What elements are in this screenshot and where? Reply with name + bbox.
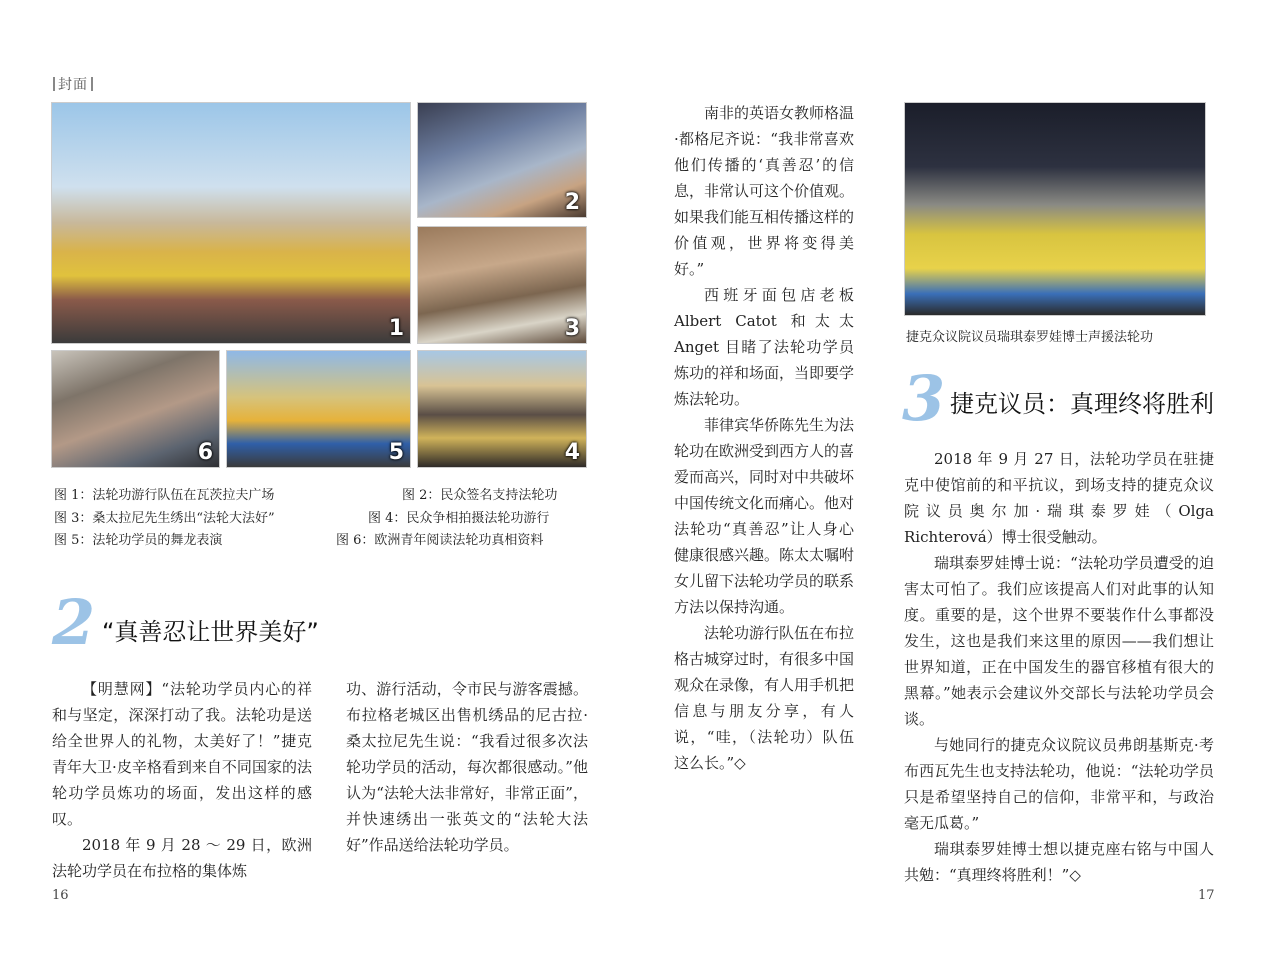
- paragraph: 瑞琪泰罗娃博士说：“法轮功学员遭受的迫害太可怕了。我们应该提高人们对此事的认知度。重要的是，这个世界不要装作什么事都没发生，这也是我们来这里的原因——我们想让世界知道，正在中国发生的器官移植有很大的黑幕。”她表示会建议外交部长与法轮功学员会谈。: [904, 554, 1214, 728]
- photo-signing: [417, 102, 587, 218]
- article-column-1: [52, 676, 312, 884]
- section-tag: 封面: [50, 74, 96, 94]
- caption-4: 图 4：民众争相拍摄法轮功游行: [368, 511, 550, 526]
- caption-6: 图 6：欧洲青年阅读法轮功真相资料: [336, 533, 544, 548]
- section-title: 捷克议员：真理终将胜利: [950, 390, 1214, 418]
- paragraph: 西班牙面包店老板 Albert Catot 和太太 Anget 目睹了法轮功学员炼功的祥和场面，当即要学炼法轮功。: [674, 286, 855, 408]
- paragraph: 2018 年 9 月 27 日，法轮功学员在驻捷克中使馆前的和平抗议，到场支持的捷克众议院议员奥尔加·瑞琪泰罗娃（Olga Richterová）博士很受触动。: [904, 450, 1214, 546]
- page-number-right: 17: [1198, 888, 1215, 903]
- paragraph: 功、游行活动，令市民与游客震撼。布拉格老城区出售机绣品的尼古拉·桑太拉尼先生说：“我看过很多次法轮功学员的活动，每次都很感动。”他认为“法轮大法非常好，非常正面”，并快速绣出一张英文的“法轮大法好”作品送给法轮功学员。: [346, 680, 588, 854]
- caption-5: 图 5：法轮功学员的舞龙表演: [54, 533, 223, 548]
- paragraph: 【明慧网】“法轮功学员内心的祥和与坚定，深深打动了我。法轮功是送给全世界人的礼物，太美好了！”捷克青年大卫·皮辛格看到来自不同国家的法轮功学员炼功的场面，发出这样的感叹。: [52, 680, 312, 828]
- photo-crowd-filming: [417, 350, 587, 468]
- caption-2: 图 2：民众签名支持法轮功: [402, 488, 558, 503]
- paragraph: 瑞琪泰罗娃博士想以捷克座右铭与中国人共勉：“真理终将胜利！”◇: [904, 840, 1214, 884]
- photo-number: 1: [388, 316, 404, 341]
- photo-number: 5: [388, 440, 404, 465]
- section-number: 2: [52, 586, 96, 659]
- paragraph: 2018 年 9 月 28 ～ 29 日，欧洲法轮功学员在布拉格的集体炼: [52, 836, 312, 880]
- paragraph: 与她同行的捷克众议院议员弗朗基斯克·考布西瓦先生也支持法轮功，他说：“法轮功学员只是希望坚持自己的信仰，非常平和，与政治毫无瓜葛。”: [904, 736, 1214, 832]
- paragraph: 菲律宾华侨陈先生为法轮功在欧洲受到西方人的喜爱而高兴，同时对中共破坏中国传统文化而痛心。他对法轮功“真善忍”让人身心健康很感兴趣。陈太太嘱咐女儿留下法轮功学员的联系方法以保持沟通。: [674, 416, 855, 616]
- photo-number: 2: [564, 190, 580, 215]
- page-number-left: 16: [52, 888, 69, 903]
- photo-embroidery: [417, 226, 587, 344]
- photo-caption: 捷克众议院议员瑞琪泰罗娃博士声援法轮功: [906, 330, 1154, 345]
- photo-parade-square: [51, 102, 411, 344]
- photo-dragon-dance: [226, 350, 411, 468]
- photo-youth-reading: [51, 350, 220, 468]
- photo-mp-speaking: [904, 102, 1206, 316]
- photo-number: 4: [564, 440, 580, 465]
- caption-3: 图 3：桑太拉尼先生绣出“法轮大法好”: [54, 511, 275, 526]
- section-number: 3: [902, 362, 946, 435]
- section-title: “真善忍让世界美好”: [102, 618, 319, 646]
- caption-1: 图 1：法轮功游行队伍在瓦茨拉夫广场: [54, 488, 275, 503]
- photo-number: 6: [197, 440, 213, 465]
- paragraph: 南非的英语女教师格温·都格尼齐说：“我非常喜欢他们传播的‘真善忍’的信息，非常认可这个价值观。如果我们能互相传播这样的价值观，世界将变得美好。”: [674, 104, 855, 278]
- article-column-3: [674, 100, 854, 776]
- article-column-2: [346, 676, 588, 858]
- photo-number: 3: [564, 316, 580, 341]
- paragraph: 法轮功游行队伍在布拉格古城穿过时，有很多中国观众在录像，有人用手机把信息与朋友分享，有人说，“哇，（法轮功）队伍这么长。”◇: [674, 624, 855, 772]
- article-column-4: [904, 446, 1214, 888]
